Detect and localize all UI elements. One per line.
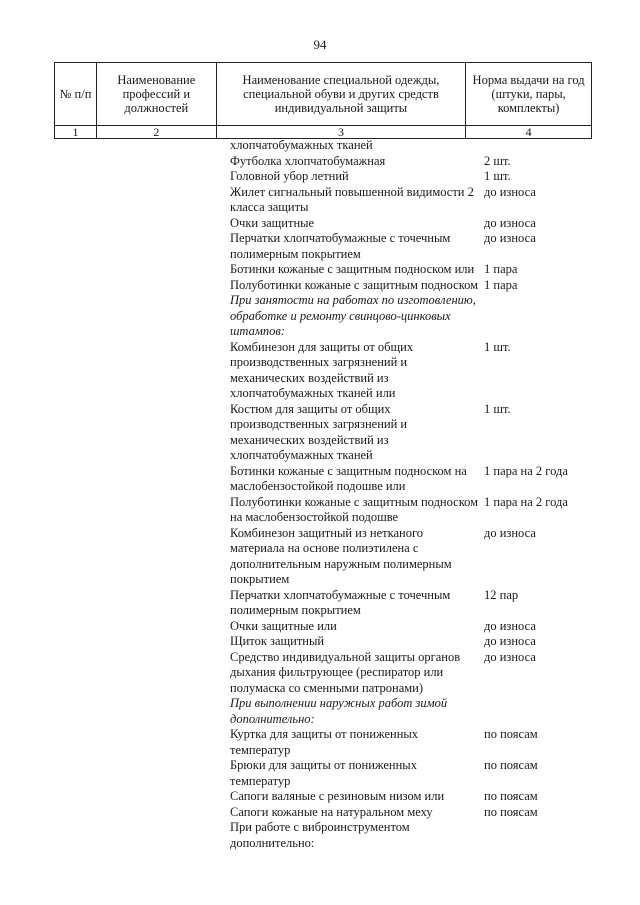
issue-norm: 1 пара на 2 года — [484, 463, 568, 478]
issue-norm — [484, 820, 594, 851]
issue-norm: по поясам — [484, 727, 538, 741]
equipment-item: Комбинезон защитный из нетканого материала на основе полиэтилена с дополнительным наружным полимерным покрытием — [230, 525, 452, 586]
issue-norm — [484, 138, 594, 154]
table-row — [0, 526, 640, 588]
table-row — [0, 588, 640, 619]
equipment-item: При занятости на работах по изготовлению, обработке и ремонту свинцово-цинковых штампов: — [230, 293, 476, 338]
table-row — [0, 634, 640, 650]
header-col-profession: Наименование профессий и должностей — [96, 63, 216, 126]
issue-norm: 1 шт. — [484, 169, 511, 183]
equipment-item: При выполнении наружных работ зимой дополнительно: — [230, 696, 448, 726]
equipment-item: Куртка для защиты от пониженных температур — [230, 727, 419, 757]
issue-norm: по поясам — [484, 758, 538, 772]
equipment-item: Костюм для защиты от общих производственных загрязнений и механических воздействий из хлопчатобумажных тканей — [230, 401, 408, 462]
equipment-item: хлопчатобумажных тканей — [230, 138, 373, 152]
issue-norm: до износа — [484, 618, 536, 633]
page-number: 94 — [313, 37, 327, 52]
table-row — [0, 340, 640, 402]
table-row — [0, 464, 640, 495]
equipment-item: Сапоги кожаные на натуральном меху — [230, 804, 433, 819]
issue-norm: 1 шт. — [484, 339, 511, 354]
equipment-item: Полуботинки кожаные с защитным подноском — [230, 277, 479, 292]
issue-norm: 1 пара — [484, 262, 518, 276]
issue-norm: до износа — [484, 649, 536, 664]
column-numbers-row — [55, 126, 592, 139]
column-number-3: 3 — [216, 126, 465, 139]
table-row — [0, 154, 640, 170]
table-row — [0, 231, 640, 262]
equipment-item: При работе с виброинструментом дополнительно: — [230, 820, 410, 850]
table-row — [0, 262, 640, 278]
equipment-item: Футболка хлопчатобумажная — [230, 153, 386, 168]
table-row — [0, 650, 640, 697]
equipment-item: Жилет сигнальный повышенной видимости 2 класса защиты — [230, 184, 474, 214]
equipment-item: Ботинки кожаные с защитным подноском на маслобензостойкой подошве или — [230, 463, 467, 493]
equipment-item: Сапоги валяные с резиновым низом или — [230, 789, 445, 803]
column-number-1: 1 — [55, 126, 97, 139]
issue-norm — [484, 293, 594, 340]
issue-norm: до износа — [484, 215, 536, 230]
equipment-item: Перчатки хлопчатобумажные с точечным полимерным покрытием — [230, 587, 451, 617]
equipment-item: Комбинезон для защиты от общих производственных загрязнений и механических воздействий из хлопчатобумажных тканей или — [230, 339, 414, 400]
equipment-item: Перчатки хлопчатобумажные с точечным полимерным покрытием — [230, 231, 451, 261]
issue-norm: до износа — [484, 634, 536, 648]
table-row — [0, 805, 640, 821]
column-number-4: 4 — [466, 126, 592, 139]
equipment-item: Очки защитные или — [230, 618, 337, 633]
table-row — [0, 820, 640, 851]
table-row — [0, 138, 640, 154]
table-row — [0, 495, 640, 526]
equipment-item: Ботинки кожаные с защитным подноском или — [230, 262, 475, 276]
issue-norm: по поясам — [484, 804, 538, 819]
table-row — [0, 185, 640, 216]
issue-norm: 12 пар — [484, 587, 519, 602]
table-row — [0, 169, 640, 185]
table-row — [0, 293, 640, 340]
table-row — [0, 402, 640, 464]
issue-norm: 1 пара на 2 года — [484, 494, 568, 509]
issue-norm: 2 шт. — [484, 153, 511, 168]
table-row — [0, 727, 640, 758]
table-row — [0, 696, 640, 727]
equipment-item: Очки защитные — [230, 215, 315, 230]
table-row — [0, 216, 640, 232]
table-row — [0, 758, 640, 789]
issue-norm: до износа — [484, 231, 536, 245]
table-body — [0, 138, 640, 851]
table-row — [0, 278, 640, 294]
issue-norm: 1 шт. — [484, 401, 511, 416]
header-row — [55, 63, 592, 126]
column-number-2: 2 — [96, 126, 216, 139]
table-row — [0, 619, 640, 635]
issue-norm: до износа — [484, 525, 536, 540]
header-col-number: № п/п — [55, 63, 97, 126]
equipment-item: Полуботинки кожаные с защитным подноском на маслобензостойкой подошве — [230, 494, 479, 524]
equipment-item: Щиток защитный — [230, 634, 325, 648]
issue-norm: до износа — [484, 184, 536, 199]
equipment-item: Средство индивидуальной защиты органов дыхания фильтрующее (респиратор или полумаска со сменными патронами) — [230, 649, 461, 695]
issue-norm: по поясам — [484, 789, 538, 803]
header-col-norm: Норма выдачи на год (штуки, пары, комплекты) — [466, 63, 592, 126]
issue-norm: 1 пара — [484, 277, 518, 292]
issue-norm — [484, 696, 594, 727]
header-col-equipment: Наименование специальной одежды, специальной обуви и других средств индивидуальной защиты — [216, 63, 465, 126]
table-row — [0, 789, 640, 805]
equipment-item: Головной убор летний — [230, 169, 349, 183]
equipment-item: Брюки для защиты от пониженных температур — [230, 758, 417, 788]
table-header — [54, 62, 592, 139]
